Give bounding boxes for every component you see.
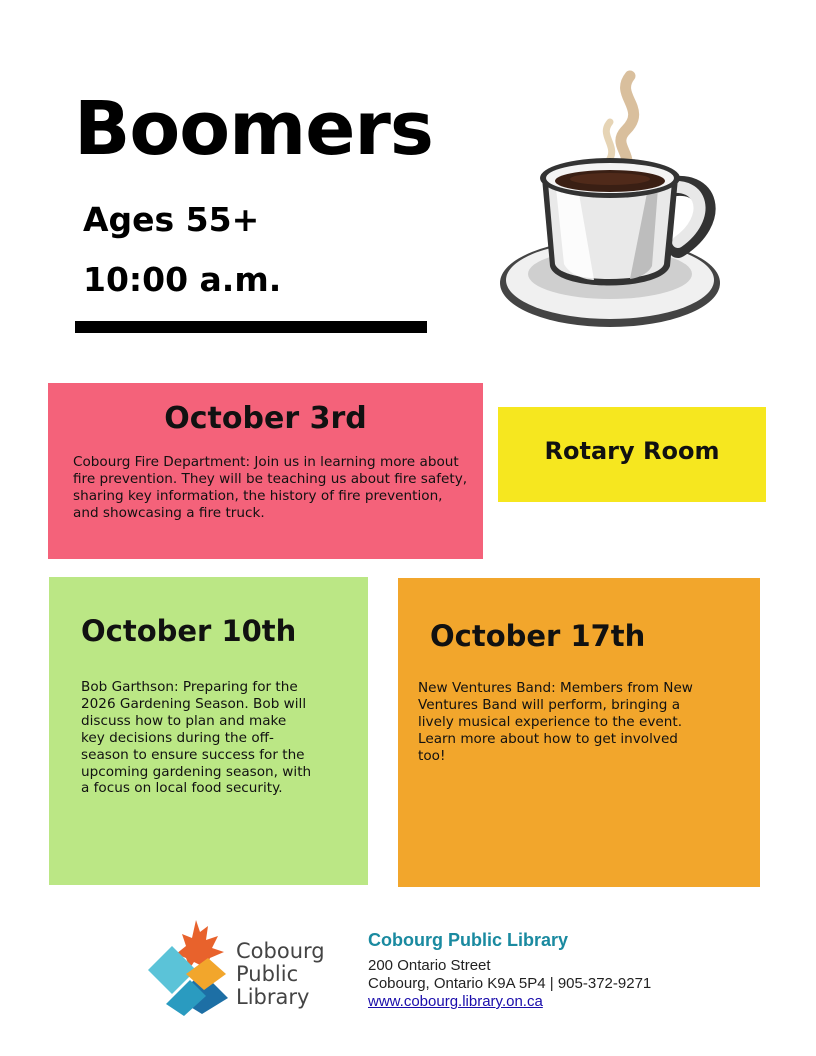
- logo-line-1: Cobourg: [236, 939, 325, 963]
- title-divider: [75, 321, 427, 333]
- location-card: [498, 407, 766, 502]
- event-card-oct-17: [398, 578, 760, 887]
- cobourg-library-logo-icon: [146, 918, 236, 1018]
- event-date-oct-10: October 10th: [81, 614, 297, 648]
- logo-line-2: Public: [236, 962, 299, 986]
- event-description-oct-3: Cobourg Fire Department: Join us in learning more about fire prevention. They will be teaching us about fire safety, sharing key information, the history of fire prevention, and showcasing a fire truck.: [73, 454, 468, 521]
- footer-website-link[interactable]: www.cobourg.library.on.ca: [368, 993, 543, 1010]
- location-label: Rotary Room: [544, 437, 720, 465]
- logo-line-3: Library: [236, 985, 310, 1009]
- event-description-oct-17: New Ventures Band: Members from New Ventures Band will perform, bringing a lively musical experience to the event. Learn more about how to get involved too!: [418, 680, 693, 764]
- event-description-oct-10: Bob Garthson: Preparing for the 2026 Gardening Season. Bob will discuss how to plan and make key decisions during the off-season to ensure success for the upcoming gardening season, with a focus on local food security.: [81, 679, 312, 797]
- event-card-oct-3: [48, 383, 483, 559]
- coffee-cup-icon: [498, 70, 728, 335]
- ages-label: Ages 55+: [83, 200, 260, 239]
- event-date-oct-3: October 3rd: [164, 401, 367, 436]
- time-label: 10:00 a.m.: [83, 260, 282, 299]
- event-card-oct-10: [49, 577, 368, 885]
- logo-wordmark: [236, 940, 325, 1009]
- event-date-oct-17: October 17th: [430, 619, 646, 653]
- page-title: Boomers: [74, 86, 433, 172]
- footer-city-phone: Cobourg, Ontario K9A 5P4 | 905-372-9271: [368, 975, 652, 992]
- footer-address: 200 Ontario Street: [368, 957, 491, 974]
- footer-org-name: Cobourg Public Library: [368, 930, 569, 950]
